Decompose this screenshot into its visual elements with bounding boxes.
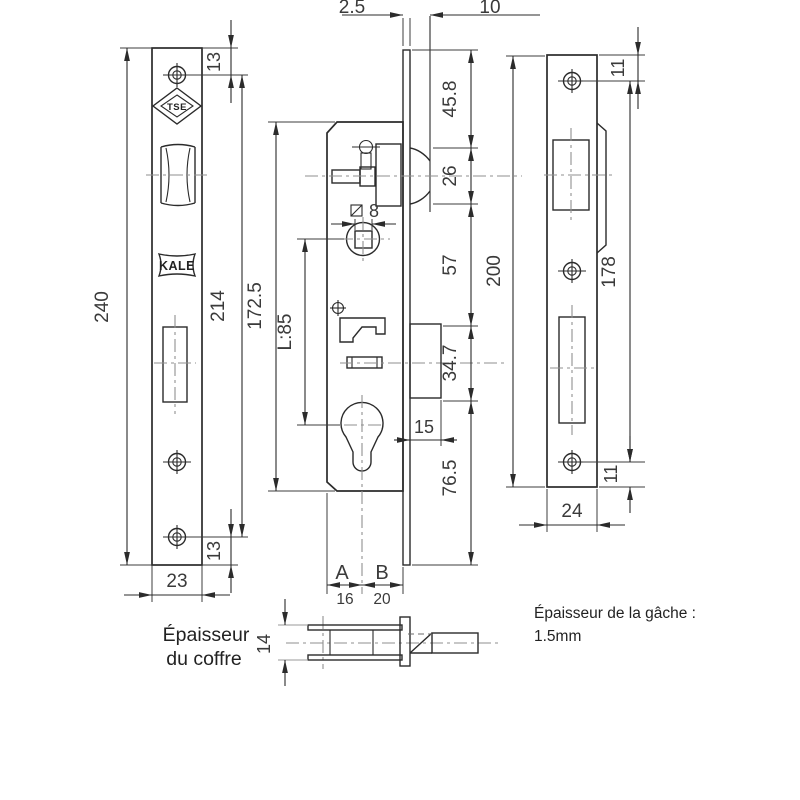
label-b: B (375, 562, 389, 584)
section-view (163, 599, 500, 686)
dim-depth-b: 20 (373, 591, 391, 608)
dim-front-hole-span: 214 (208, 290, 229, 322)
strike-lip (597, 123, 606, 253)
note-line2: 1.5mm (534, 628, 582, 645)
dim-bolt-throw: 15 (413, 417, 435, 437)
dim-axle-distance: L:85 (275, 313, 296, 351)
dim-strike-hole-span: 178 (599, 256, 620, 288)
dim-latch-projection: 10 (479, 0, 501, 18)
dim-spindle-square: 8 (369, 201, 380, 221)
dim-front-height: 240 (92, 291, 113, 323)
roller-bolt-front (146, 145, 208, 206)
strike-dimensions (484, 27, 645, 532)
stop-lever (340, 318, 385, 342)
dim-strike-height: 200 (484, 255, 505, 287)
front-plate-outline (152, 48, 202, 565)
section-caption-line1: Épaisseur (162, 624, 250, 646)
faceplate-thickness-dims (339, 0, 540, 46)
deadbolt-slot-front (154, 315, 196, 414)
lock-case-view (245, 0, 540, 608)
note-line1: Épaisseur de la gâche : (534, 605, 696, 622)
dim-front-hole-bottom: 13 (204, 540, 224, 562)
bolt-opening (550, 305, 594, 435)
strike-plate-view (484, 27, 645, 532)
strike-hole-top (558, 69, 586, 93)
dim-front-width: 23 (166, 571, 188, 592)
dim-bolt-to-bottom: 76.5 (440, 459, 461, 497)
kale-logo-text: KALE (158, 259, 196, 273)
latch-opening (544, 128, 612, 222)
case-left-dims (245, 122, 344, 491)
backset-dims (327, 493, 403, 608)
dim-faceplate-thickness: 2.5 (338, 0, 366, 18)
strike-thickness-note (534, 605, 696, 645)
front-plate-view (92, 20, 248, 602)
case-right-dimension-chain (412, 50, 478, 565)
screw-hole-middle (163, 450, 191, 474)
tse-logo-text: TSE (167, 102, 187, 113)
dim-front-hole-top: 13 (204, 51, 224, 73)
dim-top-to-roller: 45.8 (440, 80, 461, 118)
dim-roller-height: 26 (440, 165, 461, 187)
dim-strike-hole-top: 11 (608, 58, 628, 78)
label-a: A (335, 562, 349, 584)
latch-housing (376, 144, 401, 206)
roller-bolt-side (305, 16, 522, 212)
strike-hole-middle (558, 259, 586, 283)
dim-backset-a: 16 (336, 591, 354, 608)
tse-logo (153, 88, 201, 124)
dim-roller-to-bolt: 57 (440, 254, 461, 276)
dim-case-height: 172.5 (245, 282, 266, 330)
dim-strike-width: 24 (561, 501, 583, 522)
kale-logo (159, 254, 195, 276)
dim-bolt-height: 34.7 (440, 344, 461, 382)
section-thickness-dim (254, 599, 308, 686)
strike-hole-bottom (558, 450, 586, 474)
section-caption-line2: du coffre (166, 648, 242, 670)
dim-strike-hole-bottom: 11 (601, 464, 621, 484)
dim-case-thickness: 14 (254, 633, 274, 655)
internal-parts (330, 300, 505, 368)
faceplate-edge (403, 50, 410, 565)
deadbolt-extended (410, 324, 441, 398)
